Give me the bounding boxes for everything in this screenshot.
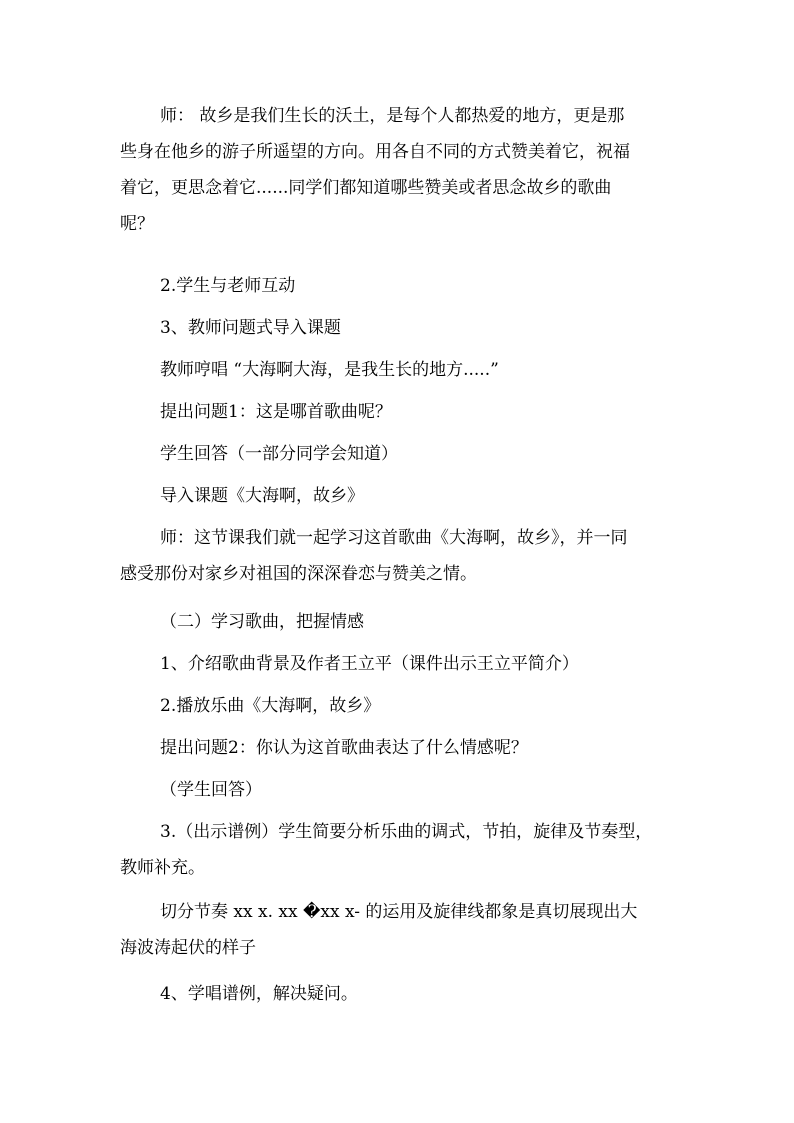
paragraph-teacher-hum: 教师哼唱 “大海啊大海，是我生长的地方.....” — [160, 360, 499, 380]
paragraph-step-1-background: 1、介绍歌曲背景及作者王立平（课件出示王立平简介） — [160, 654, 579, 674]
paragraph-question-2: 提出问题2：你认为这首歌曲表达了什么情感呢？ — [160, 738, 528, 758]
paragraph-step-2: 2.学生与老师互动 — [160, 276, 296, 296]
paragraph-lead-in-topic: 导入课题《大海啊，故乡》 — [160, 486, 364, 506]
text-line: 师：这节课我们就一起学习这首歌曲《大海啊，故乡》，并一同 — [160, 528, 628, 548]
paragraph-score-analysis — [120, 814, 680, 886]
paragraph-teacher-lesson — [120, 520, 680, 592]
text-line: 些身在他乡的游子所遥望的方向。用各自不同的方式赞美着它，祝福 — [120, 142, 630, 162]
text-line: 切分节奏 xx x. xx �xx x- 的运用及旋律线都象是真切展现出大 — [160, 902, 638, 922]
text-line: 3.（出示谱例）学生简要分析乐曲的调式，节拍，旋律及节奏型， — [160, 822, 653, 842]
text-line: 感受那份对家乡对祖国的深深眷恋与赞美之情。 — [120, 564, 477, 584]
text-line: 呢？ — [120, 214, 154, 234]
paragraph-student-answer: 学生回答（一部分同学会知道） — [160, 444, 398, 464]
paragraph-question-1: 提出问题1：这是哪首歌曲呢？ — [160, 402, 392, 422]
paragraph-teacher-intro — [120, 98, 680, 242]
text-line: 教师补充。 — [120, 858, 205, 878]
paragraph-section-two: （二）学习歌曲，把握情感 — [160, 612, 364, 632]
text-line: 海波涛起伏的样子 — [120, 938, 256, 958]
paragraph-syncopation — [120, 894, 680, 966]
paragraph-step-3: 3、教师问题式导入课题 — [160, 318, 341, 338]
paragraph-student-answer-2: （学生回答） — [160, 780, 262, 800]
paragraph-step-4: 4、学唱谱例，解决疑问。 — [160, 984, 358, 1004]
text-line: 着它，更思念着它......同学们都知道哪些赞美或者思念故乡的歌曲 — [120, 178, 612, 198]
text-line: 师： 故乡是我们生长的沃土，是每个人都热爱的地方，更是那 — [160, 106, 625, 126]
paragraph-play-music: 2.播放乐曲《大海啊，故乡》 — [160, 696, 381, 716]
